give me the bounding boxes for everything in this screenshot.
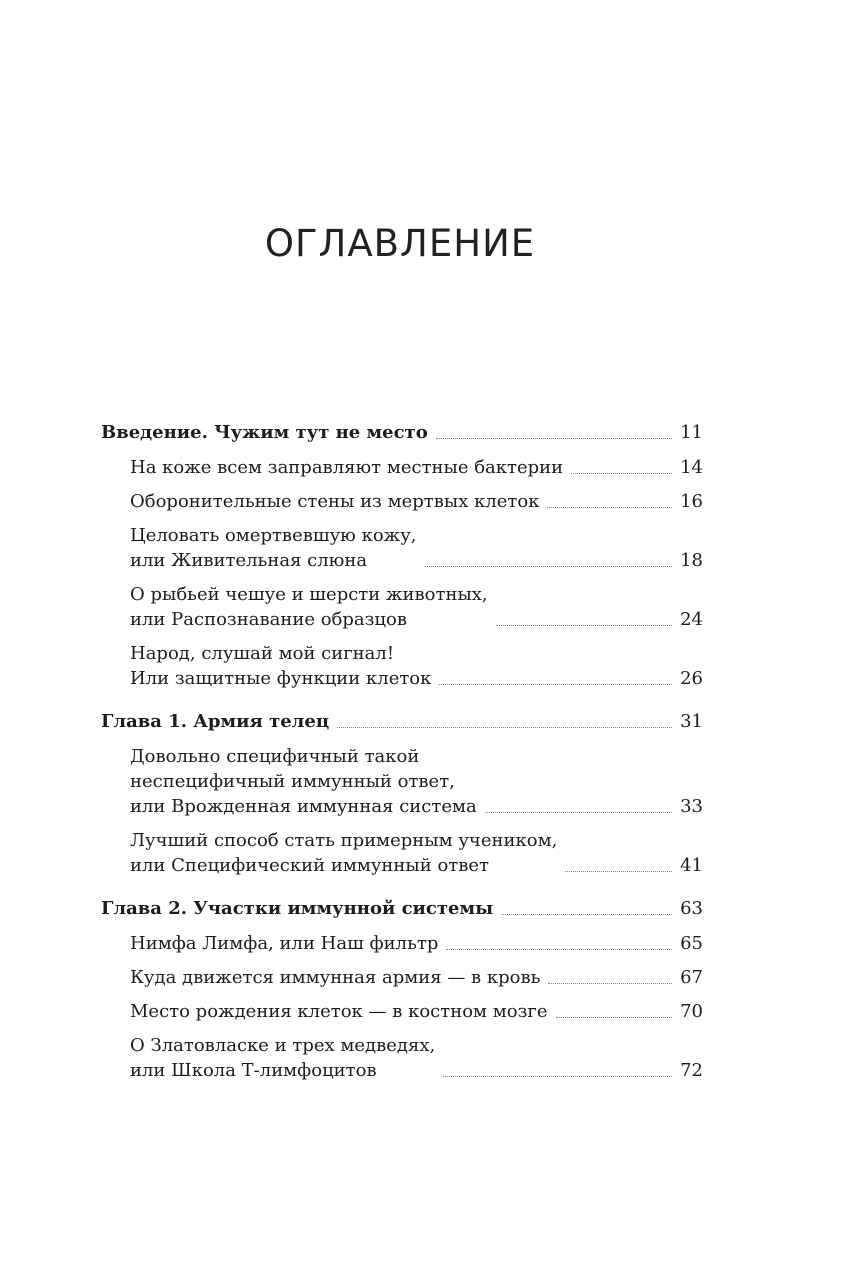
page-number: 16 [680, 491, 703, 512]
chapter-title: Глава 1. Армия телец [101, 711, 330, 732]
dot-leader [337, 727, 672, 728]
page-number: 41 [680, 855, 703, 876]
chapter-title: Глава 2. Участки иммунной системы [101, 898, 494, 919]
dot-leader [571, 473, 672, 474]
page-number: 14 [680, 457, 703, 478]
toc-section-entry[interactable] [101, 641, 703, 691]
page-title: ОГЛАВЛЕНИЕ [264, 222, 536, 265]
toc-chapter-entry[interactable] [101, 896, 703, 921]
dot-leader [565, 871, 672, 872]
section-title: Оборонительные стены из мертвых клеток [130, 491, 540, 512]
section-title: Куда движется иммунная армия — в кровь [130, 967, 541, 988]
toc-section-entry[interactable] [101, 455, 703, 480]
section-title: На коже всем заправляют местные бактерии [130, 457, 564, 478]
dot-leader [443, 1076, 672, 1077]
toc-section-entry[interactable] [101, 744, 703, 819]
dot-leader [425, 566, 673, 567]
page-number: 70 [680, 1001, 703, 1022]
toc-chapter-entry[interactable] [101, 709, 703, 734]
section-title: Лучший способ стать примерным учеником, или Специфический иммунный ответ [130, 830, 558, 876]
section-title: Нимфа Лимфа, или Наш фильтр [130, 933, 439, 954]
page-number: 18 [680, 550, 703, 571]
section-title: Народ, слушай мой сигнал! Или защитные функции клеток [130, 643, 432, 689]
chapter-group [101, 896, 703, 1083]
toc-section-entry[interactable] [101, 1033, 703, 1083]
dot-leader [446, 949, 672, 950]
toc-section-entry[interactable] [101, 999, 703, 1024]
page-number: 24 [680, 609, 703, 630]
dot-leader [501, 914, 672, 915]
dot-leader [485, 812, 672, 813]
page-number: 72 [680, 1060, 703, 1081]
page-number: 67 [680, 967, 703, 988]
section-title: Целовать омертвевшую кожу, или Живительная слюна [130, 525, 417, 571]
dot-leader [436, 438, 672, 439]
toc-section-entry[interactable] [101, 582, 703, 632]
toc-section-entry[interactable] [101, 489, 703, 514]
toc-section-entry[interactable] [101, 523, 703, 573]
section-title: Довольно специфичный такой неспецифичный иммунный ответ, или Врожденная иммунная система [130, 746, 477, 817]
toc-section-entry[interactable] [101, 965, 703, 990]
toc-section-entry[interactable] [101, 931, 703, 956]
section-title: Место рождения клеток — в костном мозге [130, 1001, 548, 1022]
chapter-group [101, 420, 703, 691]
chapter-group [101, 709, 703, 878]
dot-leader [556, 1017, 673, 1018]
dot-leader [439, 684, 672, 685]
chapter-title: Введение. Чужим тут не место [101, 422, 428, 443]
table-of-contents [101, 420, 703, 1101]
dot-leader [496, 625, 672, 626]
toc-section-entry[interactable] [101, 828, 703, 878]
page-number: 31 [680, 711, 703, 732]
dot-leader [548, 983, 672, 984]
page-number: 26 [680, 668, 703, 689]
page-number: 63 [680, 898, 703, 919]
section-title: О Златовласке и трех медведях, или Школа Т-лимфоцитов [130, 1035, 436, 1081]
page-number: 65 [680, 933, 703, 954]
page-number: 11 [680, 422, 703, 443]
page-number: 33 [680, 796, 703, 817]
toc-chapter-entry[interactable] [101, 420, 703, 445]
section-title: О рыбьей чешуе и шерсти животных, или Распознавание образцов [130, 584, 488, 630]
dot-leader [547, 507, 672, 508]
